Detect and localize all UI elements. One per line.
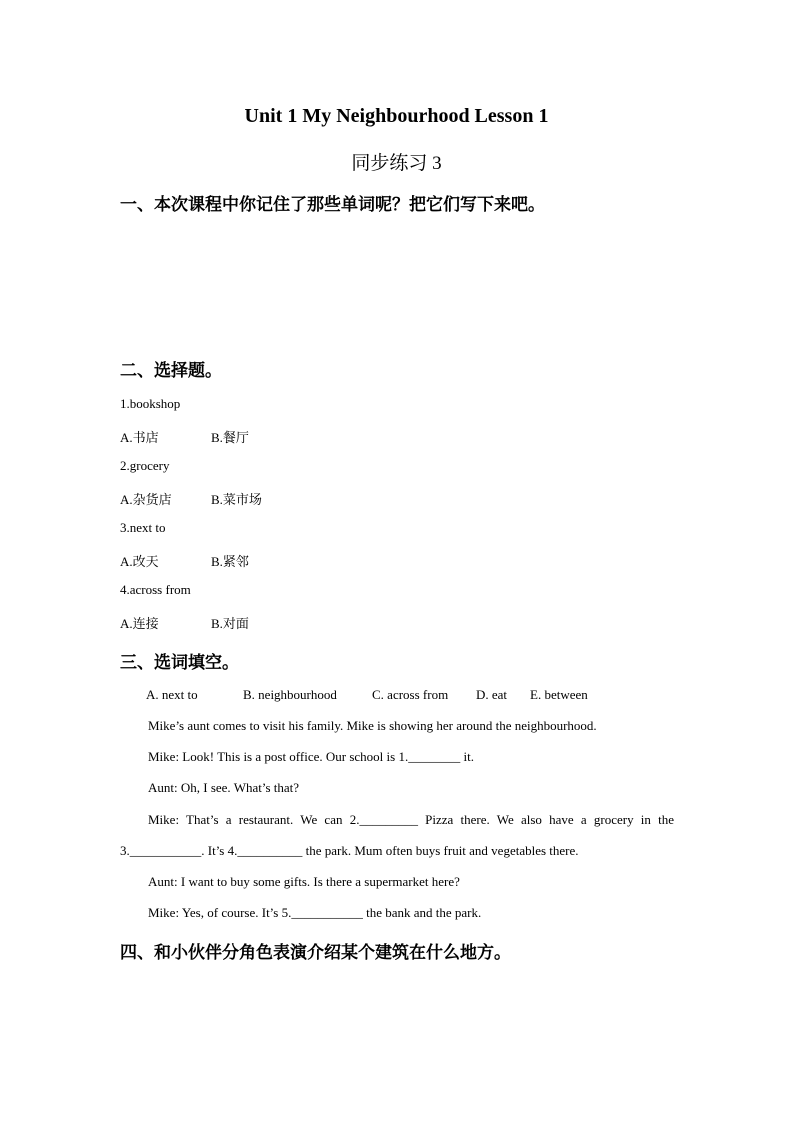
passage-line: Mike: Yes, of course. It’s 5.___________ the bank and the park. xyxy=(148,905,482,920)
section-3-heading: 三、选词填空。 xyxy=(120,653,239,672)
section-1-heading: 一、本次课程中你记住了那些单词呢？把它们写下来吧。 xyxy=(120,195,545,214)
word-bank-option: A. next to xyxy=(146,687,198,702)
passage-line: Aunt: Oh, I see. What’s that? xyxy=(148,780,300,795)
word-bank-option: C. across from xyxy=(372,687,449,702)
question-word: 1.bookshop xyxy=(120,396,181,411)
section-4-heading: 四、和小伙伴分角色表演介绍某个建筑在什么地方。 xyxy=(120,943,511,962)
page-title: Unit 1 My Neighbourhood Lesson 1 xyxy=(244,105,549,127)
option-a: A.杂货店 xyxy=(120,492,172,507)
word-bank-option: B. neighbourhood xyxy=(243,687,337,702)
question-word: 2.grocery xyxy=(120,458,170,473)
page-subtitle: 同步练习 3 xyxy=(351,153,442,174)
passage-line: Mike: That’s a restaurant. We can 2._________ Pizza there. We also have a grocery in the xyxy=(148,812,674,827)
section-2-heading: 二、选择题。 xyxy=(120,361,222,380)
option-b: B.对面 xyxy=(211,616,249,631)
option-b: B.餐厅 xyxy=(211,430,249,445)
option-a: A.改天 xyxy=(120,554,159,569)
passage-line: Mike: Look! This is a post office. Our school is 1.________ it. xyxy=(148,749,474,764)
question-word: 3.next to xyxy=(120,520,166,535)
question-word: 4.across from xyxy=(120,582,191,597)
option-a: A.书店 xyxy=(120,430,159,445)
passage-line: 3.___________. It’s 4.__________ the park. Mum often buys fruit and vegetables there. xyxy=(120,843,579,858)
option-b: B.紧邻 xyxy=(211,554,249,569)
passage-line: Aunt: I want to buy some gifts. Is there a supermarket here? xyxy=(148,874,460,889)
passage-line: Mike’s aunt comes to visit his family. Mike is showing her around the neighbourhood. xyxy=(148,718,597,733)
option-b: B.菜市场 xyxy=(211,492,262,507)
word-bank-option: E. between xyxy=(530,687,588,702)
word-bank-option: D. eat xyxy=(476,687,508,702)
option-a: A.连接 xyxy=(120,616,159,631)
